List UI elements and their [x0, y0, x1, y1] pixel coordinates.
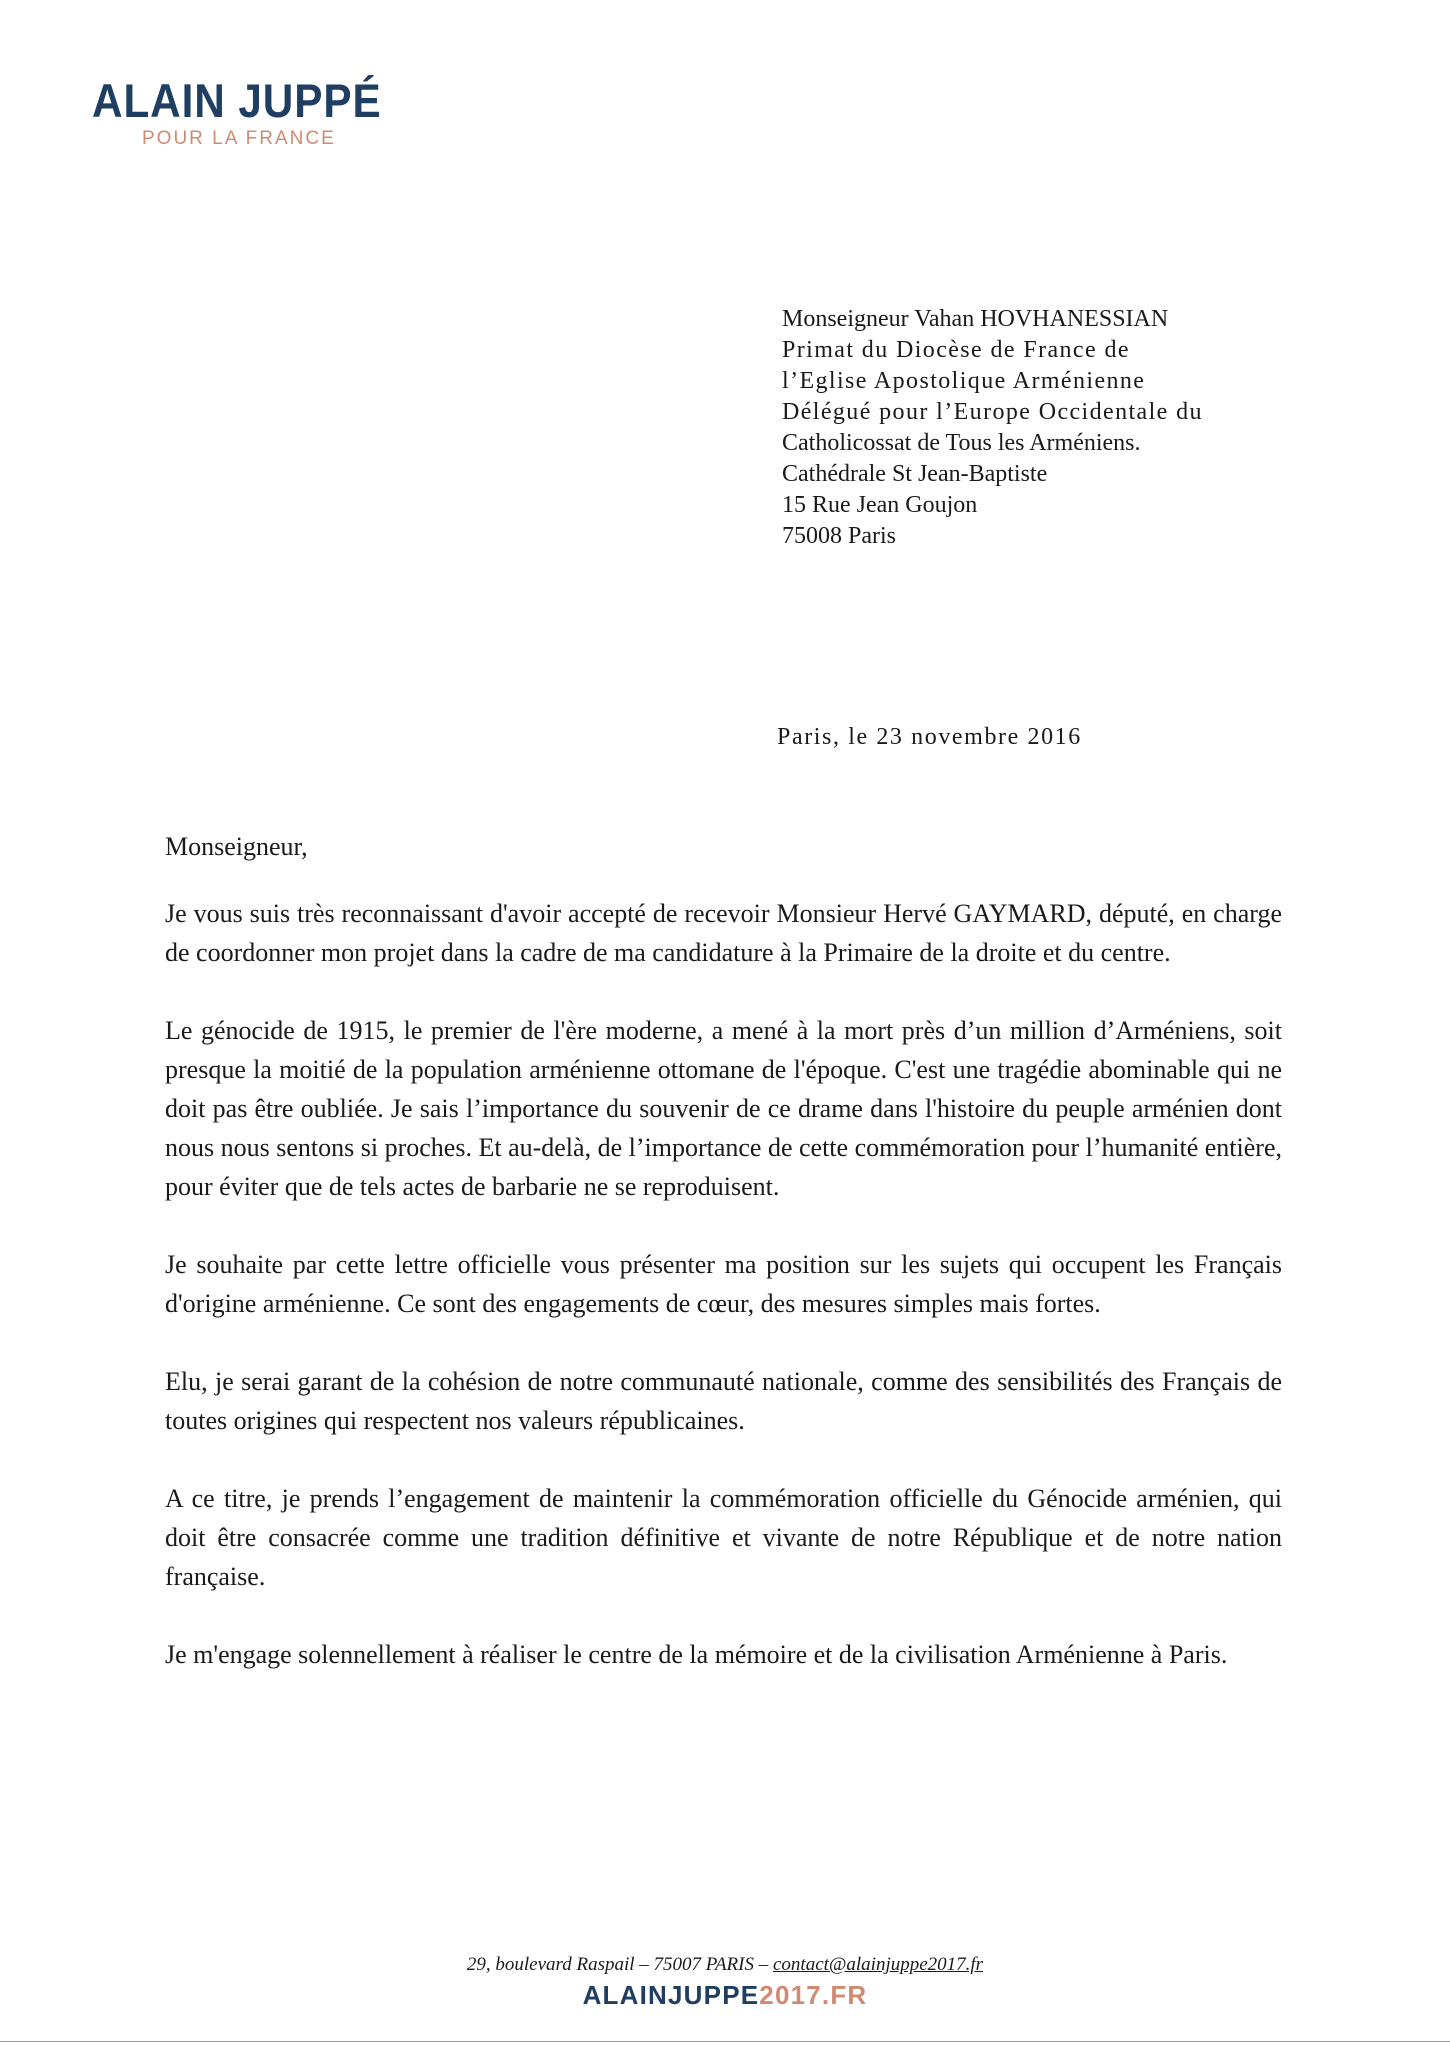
campaign-logo	[92, 76, 414, 150]
footer-site-accent: 2017.FR	[759, 1980, 868, 2010]
recipient-line: Cathédrale St Jean-Baptiste	[782, 461, 1048, 487]
date-line: Paris, le 23 novembre 2016	[777, 724, 1082, 750]
footer-street: 29, boulevard Raspail – 75007 PARIS –	[466, 1954, 773, 1975]
logo-name: ALAIN JUPPÉ	[92, 74, 382, 127]
paragraph: Le génocide de 1915, le premier de l'ère moderne, a mené à la mort près d’un million d’Arméniens, soit presque la moitié de la population arménienne ottomane de l'époque. C'est une tragédie abominable qui ne doit pas être oubliée. Je sais l’importance du souvenir de ce drame dans l'histoire du peuple arménien dont nous nous sentons si proches. Et au-delà, de l’importance de cette commémoration pour l’humanité entière, pour éviter que de tels actes de barbarie ne se reproduisent.	[165, 1016, 1282, 1201]
recipient-line: Monseigneur Vahan HOVHANESSIAN	[782, 306, 1169, 332]
footer-website[interactable]	[0, 1980, 1450, 2011]
footer-site-main: ALAINJUPPE	[582, 1980, 760, 2010]
recipient-address	[782, 304, 1203, 552]
logo-tagline: POUR LA FRANCE	[142, 128, 336, 149]
paragraph: Je m'engage solennellement à réaliser le centre de la mémoire et de la civilisation Arménienne à Paris.	[165, 1640, 1228, 1669]
recipient-line: Catholicossat de Tous les Arméniens.	[782, 430, 1141, 456]
letter-body	[165, 894, 1282, 1713]
salutation: Monseigneur,	[165, 832, 308, 861]
recipient-line: 15 Rue Jean Goujon	[782, 492, 978, 518]
paragraph: A ce titre, je prends l’engagement de maintenir la commémoration officielle du Génocide arménien, qui doit être consacrée comme une tradition définitive et vivante de notre République et de notre nation française.	[165, 1484, 1282, 1591]
footer-address	[0, 1954, 1450, 1976]
recipient-line: l’Eglise Apostolique Arménienne	[782, 368, 1146, 394]
footer-email-link[interactable]: contact@alainjuppe2017.fr	[772, 1954, 984, 1975]
paragraph: Je souhaite par cette lettre officielle vous présenter ma position sur les sujets qui occupent les Français d'origine arménienne. Ce sont des engagements de cœur, des mesures simples mais fortes.	[165, 1250, 1282, 1318]
page-bottom-rule	[0, 2041, 1450, 2042]
recipient-line: Délégué pour l’Europe Occidentale du	[782, 399, 1203, 425]
paragraph: Elu, je serai garant de la cohésion de notre communauté nationale, comme des sensibilités des Français de toutes origines qui respectent nos valeurs républicaines.	[165, 1367, 1282, 1435]
paragraph: Je vous suis très reconnaissant d'avoir accepté de recevoir Monsieur Hervé GAYMARD, député, en charge de coordonner mon projet dans la cadre de ma candidature à la Primaire de la droite et du centre.	[165, 899, 1282, 967]
recipient-line: Primat du Diocèse de France de	[782, 337, 1130, 363]
recipient-line: 75008 Paris	[782, 523, 896, 549]
